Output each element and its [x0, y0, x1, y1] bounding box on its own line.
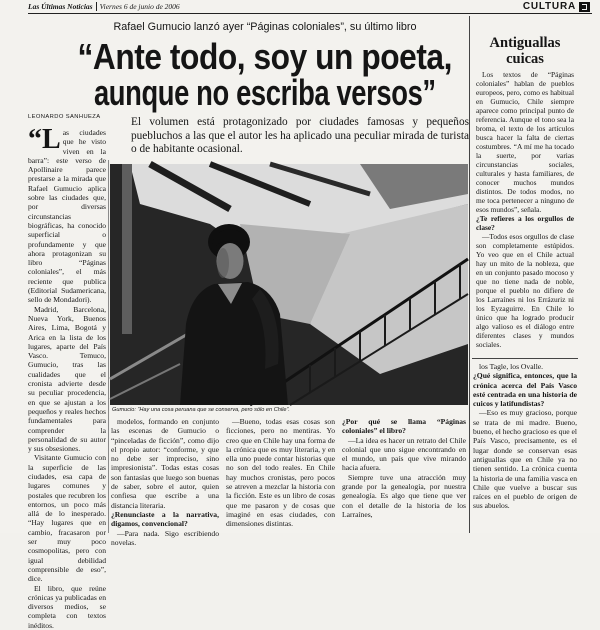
kicker: Rafael Gumucio lanzó ayer “Páginas coloniales”, su último libro: [113, 21, 417, 33]
section-label: CULTURA: [522, 1, 576, 12]
byline: LEONARDO SANHUEZA: [28, 114, 101, 120]
article-column-3: [226, 417, 335, 533]
header-rule: [28, 13, 592, 14]
sidebar-title-line: Antiguallas: [489, 35, 561, 51]
issue-date: Viernes 6 de junio de 2006: [96, 2, 180, 11]
interview-answer: —La idea es hacer un retrato del Chile colonial que uno sigue encontrando en el mundo, un país que vive mirando hacia afuera.: [342, 435, 466, 473]
sidebar-answer: —Todos esos orgullos de clase son completamente estúpidos. Yo veo que en el Chile actual hay un mito de la nobleza, que en un conjunto pasado mocoso y que no tiene nada de noble, porque el pueblo no difiere de los Larraínes ni los Errázuriz ni los Eyzaguirre. En Chile lo único que ha logrado producir algo valioso es el diálogo entre diferentes clases y mundos sociales.: [476, 232, 574, 349]
interview-question: ¿Qué significa, entonces, que la crónica acerca del País Vasco esté centrada en una historia de cuicos y latifundistas?: [473, 371, 577, 409]
article-column-5: [473, 362, 577, 533]
body-paragraph: El libro, que reúne crónicas ya publicadas en diversos medios, se completa con textos inéditos.: [28, 583, 106, 630]
section-icon: [579, 2, 590, 12]
headline-line-2: [15, 72, 515, 113]
interview-answer: —Bueno, todas esas cosas son ficciones, pero no mentiras. Yo creo que en Chile hay una forma de la crónica que es muy literaria, y en ella uno puede contar historias que no son del todo reales. En Chile hay muchos cronistas, pero pocos se atreven a mezclar la historia con la ficción. Este es un libro de cosas que me pasaron y de cosas que imaginé en esas ciudades, con dimensiones distintas.: [226, 417, 335, 529]
photo-illustration: [110, 164, 468, 405]
photo-caption: Gumucio: “Hay una cosa peruana que se conserva, pero sólo en Chile”.: [112, 407, 290, 413]
sidebar-body: [476, 70, 574, 356]
interview-answer: —Para nada. Sigo escribiendo novelas.: [111, 528, 219, 547]
lead-paragraph: [28, 124, 106, 305]
headline-text: aunque no escriba versos”: [94, 72, 436, 113]
newspaper-name: Las Últimas Noticias: [28, 2, 93, 11]
drop-cap: “L: [28, 124, 61, 155]
sidebar-question: ¿Te refieres a los orgullos de clase?: [476, 214, 574, 232]
interview-answer: —Eso es muy gracioso, porque se trata de mi madre. Bueno, bueno, el hecho gracioso es que el País Vasco, precisamente, es el lugar donde se conservan esas antiguallas que en Chile ya no tienen sentido. La crónica cuenta la historia de una familia vasca en Chile que vuelve a buscar sus raíces en el pueblo de origen de sus abuelos.: [473, 408, 577, 511]
face-shadow: [217, 248, 229, 278]
interview-question: ¿Renunciaste a la narrativa, digamos, convencional?: [111, 509, 219, 529]
sidebar-rule: [469, 16, 470, 533]
body-paragraph: Visitante Gumucio con la superficie de las ciudades, esa capa de lugares comunes y postales que recubren los entornos, un poco más allá de lo inesperado. “Hay lugares que en cambio, fracasaron por ser muy poco cosmopolitas, pero con igual debilidad comprensible de eso”, dice.: [28, 453, 106, 584]
sidebar-bottom-rule: [472, 358, 578, 359]
deck: El volumen está protagonizado por ciudades famosas y pequeños puebluchos a las que el autor les ha aplicado una peculiar mirada de turista o de habitante ocasional.: [131, 116, 469, 155]
body-paragraph: Madrid, Barcelona, Nueva York, Buenos Aires, Lima, Bogotá y Arica en la lista de los lugares, aparte del País Vasco. Temuco, Gumucio, tras las cualidades que el cronista advierte desde su peculiar procedencia, en que se ajustan a los pequeños y reales hechos fundamentales para comprender la personalidad de su autor y sus obsesiones.: [28, 304, 106, 454]
column-rule: [108, 160, 109, 533]
article-column-4: [342, 417, 466, 533]
body-paragraph: Siempre tuve una atracción muy grande por la genealogía, por nuestra genealogía. Es algo que tiene que ver con el detalle de la historia de los Larraínes,: [342, 472, 466, 519]
window-edge: [122, 164, 132, 334]
sidebar-title: [472, 35, 578, 67]
headline-line-1: [15, 36, 515, 77]
author-photo: [110, 164, 468, 405]
sidebar-paragraph: Los textos de “Páginas coloniales” hablan de pueblos europeos, pero, como es habitual en Gumucio, Chile siempre aparece como principal punto de referencia. Aunque el tono sea la broma, el texto de los artículos busca hacer la falta de ciertas costumbres. “A mí me ha tocado la suerte, por varias circunstancias sociales, culturales y hasta familiares, de conocer muchos mundos distintos. De todos modos, no me toca pertenecer a ninguno de esos mundos”, señala.: [476, 70, 574, 214]
headline-text: “Ante todo, soy un poeta,: [77, 36, 453, 77]
sidebar-title-line: cuicas: [506, 51, 544, 67]
article-column-2: [111, 417, 219, 547]
interview-question: ¿Por qué se llama “Páginas coloniales” el libro?: [342, 417, 466, 436]
masthead: [28, 1, 468, 13]
body-paragraph: los Tagle, los Ovalle.: [479, 362, 544, 371]
article-column-1: [28, 124, 106, 630]
lead-text: as ciudades que he visto viven en la barra”: este verso de Apollinaire parece prestarse a la mirada que Rafael Gumucio aplica sobre las ciudades que, por diversas circunstancias biográficas, ha conocido superficial o profundamente y que ahora protagonizan su libro “Páginas coloniales”, el más reciente que publica (Editorial Sudamericana, sello de Mondadori).: [28, 128, 106, 305]
body-paragraph: modelos, formando en conjunto las escenas de Gumucio o “pinceladas de ficción”, como dijo el propio autor: “conforme, y que no debe ser impreciso, sino impresionista”. Todas estas cosas son fantasías que luego son buenas de saber, sobre el autor, quien confiesa que escribe a una distancia literaria.: [111, 417, 219, 510]
